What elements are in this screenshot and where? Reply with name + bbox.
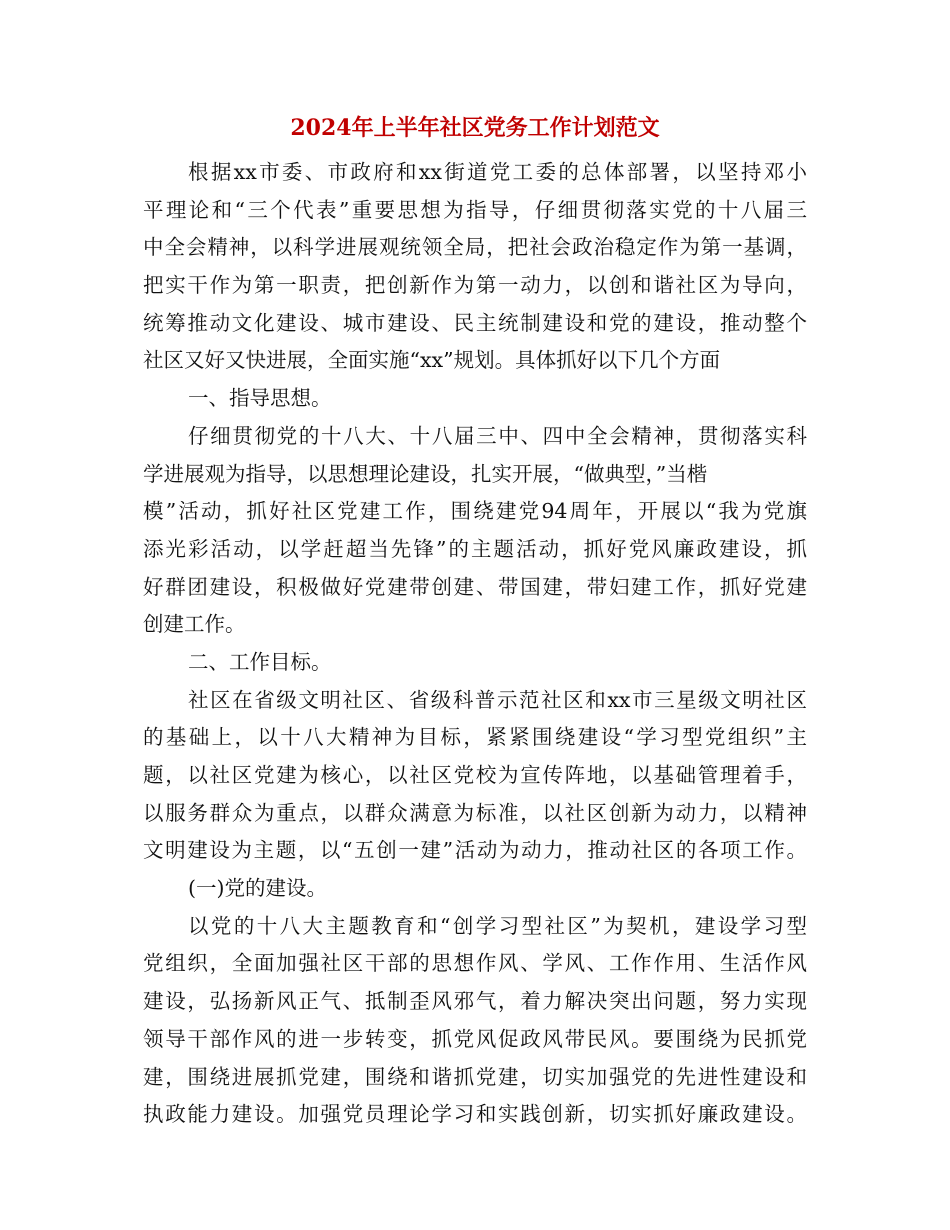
- text-line: 执政能力建设。加强党员理论学习和实践创新，切实抓好廉政建设。: [143, 1102, 807, 1127]
- text-line: 平理论和“三个代表”重要思想为指导，仔细贯彻落实党的十八届三: [143, 197, 807, 222]
- text-line: 学进展观为指导，以思想理论建设，扎实开展，“做典型，”当楷: [143, 461, 708, 486]
- document-body: [143, 154, 807, 1134]
- text-line: 根据xx市委、市政府和xx街道党工委的总体部署，以坚持邓小: [188, 160, 807, 184]
- text-line: 以党的十八大主题教育和“创学习型社区”为契机，建设学习型: [188, 913, 807, 938]
- text-line: 以服务群众为重点，以群众满意为标准，以社区创新为动力，以精神: [143, 800, 807, 825]
- text-line: 领导干部作风的进一步转变，抓党风促政风带民风。要围绕为民抓党: [143, 1026, 807, 1051]
- text-line: 题，以社区党建为核心，以社区党校为宣传阵地，以基础管理着手，: [143, 763, 807, 787]
- text-line: 建，围绕进展抓党建，围绕和谐抓党建，切实加强党的先进性建设和: [143, 1064, 807, 1089]
- text-line: 中全会精神，以科学进展观统领全局，把社会政治稳定作为第一基调，: [143, 235, 807, 260]
- text-line: 好群团建设，积极做好党建带创建、带国建，带妇建工作，抓好党建: [143, 574, 807, 599]
- text-line: 模”活动，抓好社区党建工作，围绕建党94周年，开展以“我为党旗: [143, 499, 807, 524]
- text-line: 文明建设为主题，以“五创一建”活动为动力，推动社区的各项工作。: [143, 838, 807, 863]
- text-line: 二、工作目标。: [188, 649, 332, 674]
- document-title: 2024年上半年社区党务工作计划范文: [290, 115, 660, 141]
- text-line: 仔细贯彻党的十八大、十八届三中、四中全会精神，贯彻落实科: [188, 423, 807, 448]
- text-line: 党组织，全面加强社区干部的思想作风、学风、工作作用、生活作风: [143, 951, 807, 976]
- text-line: 社区在省级文明社区、省级科普示范社区和xx市三星级文明社区: [188, 687, 807, 712]
- text-line: 创建工作。: [143, 612, 246, 637]
- text-line: 社区又好又快进展，全面实施“xx”规划。具体抓好以下几个方面: [143, 348, 721, 373]
- text-line: 统筹推动文化建设、城市建设、民主统制建设和党的建设，推动整个: [143, 310, 807, 335]
- text-line: 把实干作为第一职责，把创新作为第一动力，以创和谐社区为导向，: [143, 273, 807, 298]
- text-line: 添光彩活动，以学赶超当先锋”的主题活动，抓好党风廉政建设，抓: [143, 536, 807, 561]
- text-line: (一)党的建设。: [188, 876, 327, 901]
- text-line: 一、指导思想。: [188, 386, 332, 411]
- text-line: 建设，弘扬新风正气、抵制歪风邪气，着力解决突出问题，努力实现: [143, 989, 807, 1014]
- text-line: 的基础上，以十八大精神为目标，紧紧围绕建设“学习型党组织”主: [143, 725, 807, 750]
